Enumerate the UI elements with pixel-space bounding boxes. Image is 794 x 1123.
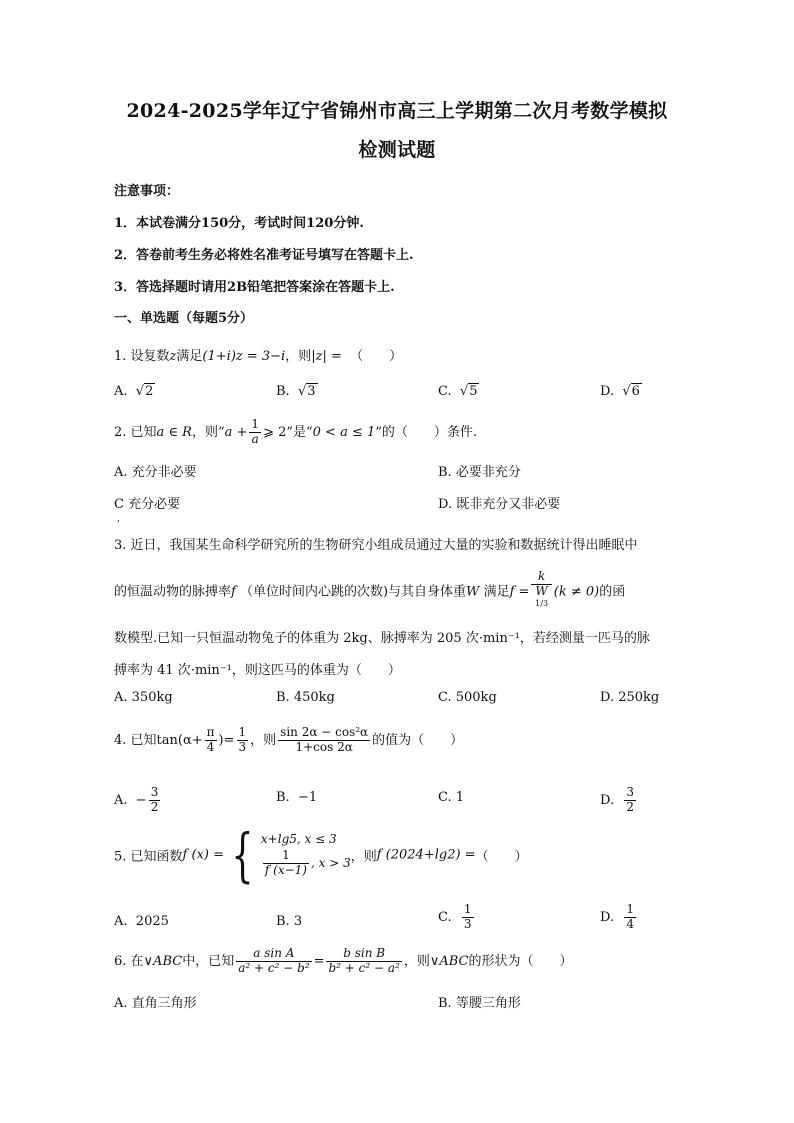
- q1-then: ，则: [285, 349, 312, 364]
- q6-rhs-fraction: [326, 947, 401, 976]
- question-3-line-4: [114, 659, 401, 678]
- q3-text-g: 搏率为 41 次: [114, 663, 191, 678]
- q5-option-a-label: A.: [114, 914, 128, 929]
- stray-dot: ,: [117, 514, 120, 524]
- section-heading: 一、单选题（每题5分）: [114, 311, 254, 326]
- q3-text-c: 满足: [483, 584, 510, 600]
- q5-option-a-value: 2025: [135, 914, 169, 929]
- q3-formula-fraction: [531, 570, 551, 614]
- q3-formula-num: k: [531, 570, 551, 585]
- q1-mid: 满足: [176, 349, 203, 364]
- q4-option-b-value: −1: [297, 790, 318, 805]
- q3-text-a: 的恒温动物的脉搏率: [114, 584, 232, 600]
- q4-pi-den: 4: [206, 739, 215, 754]
- q2-then: ，则“: [191, 424, 225, 440]
- notes-item-1: 1．本试卷满分150分，考试时间120分钟.: [114, 216, 364, 231]
- q2-frac-num: 1: [251, 417, 260, 431]
- question-4: [114, 726, 463, 755]
- q1-blank: （ ）: [350, 349, 403, 364]
- q5-case-2-den: f (x−1): [264, 863, 307, 877]
- notes-item-2: 2．答卷前考生务必将姓名准考证号填写在答题卡上.: [114, 248, 414, 263]
- q3-unit-2: ·min⁻¹: [190, 663, 232, 678]
- sqrt-symbol: √6: [622, 384, 640, 399]
- q6-lhs-den: a² + c² − b²: [238, 960, 310, 975]
- q3-unit-1: ·min⁻¹: [478, 631, 520, 646]
- q4-expr-num: sin 2α − cos²α: [280, 725, 369, 739]
- q2-option-c[interactable]: C 充分必要: [114, 497, 181, 512]
- q5-option-d-den: 4: [626, 916, 634, 931]
- q5-case-2-fraction: [263, 849, 309, 878]
- sqrt-symbol: √2: [135, 384, 154, 399]
- q5-option-a[interactable]: [114, 914, 169, 929]
- q5-case-2: [261, 849, 351, 878]
- q3-text-f: ，若经测量一匹马的脉: [519, 631, 650, 646]
- q5-option-c-fraction: [462, 903, 474, 932]
- q3-w: W: [466, 584, 480, 600]
- q3-option-a[interactable]: A. 350kg: [114, 690, 173, 705]
- q5-case-2-num: 1: [263, 849, 309, 864]
- q6-rhs-den: b² + c² − a²: [328, 960, 400, 975]
- q4-option-d[interactable]: [600, 786, 638, 815]
- brace-symbol: {: [231, 821, 254, 889]
- q3-formula-exp: 1/3: [535, 598, 549, 608]
- q5-option-c[interactable]: [438, 903, 476, 932]
- q4-option-c-value: 1: [455, 790, 465, 805]
- q1-prefix: 1. 设复数: [114, 349, 170, 364]
- question-1: [114, 345, 402, 364]
- q1-option-c[interactable]: [438, 384, 479, 399]
- q6-triangle: ∨ABC: [143, 953, 183, 969]
- q5-option-b[interactable]: [276, 914, 302, 929]
- exam-title-line2: 检测试题: [358, 139, 436, 161]
- question-5: [114, 821, 528, 889]
- q2-mid: ”是“: [286, 424, 313, 440]
- q2-option-d[interactable]: D. 既非充分又非必要: [438, 497, 561, 512]
- q5-prefix: 5. 已知函数: [114, 849, 183, 865]
- q3-formula-cond: (k ≠ 0): [553, 584, 600, 600]
- q2-fraction: [249, 418, 261, 447]
- q1-var: z: [169, 349, 177, 364]
- notes-item-3: 3．答选择题时请用2B铅笔把答案涂在答题卡上.: [114, 280, 395, 295]
- q4-prefix: 4. 已知: [114, 732, 157, 748]
- q3-formula-den: W: [535, 583, 548, 598]
- q3-text-d: 的函: [599, 584, 626, 600]
- q3-text-b: （单位时间内心跳的次数)与其自身体重: [239, 584, 467, 600]
- q5-blank: （ ）: [475, 849, 528, 865]
- q5-option-b-value: 3: [293, 914, 303, 929]
- q1-option-b-value: 3: [307, 384, 316, 399]
- q6-option-b[interactable]: B. 等腰三角形: [438, 996, 521, 1011]
- q4-pi-fraction: [205, 726, 217, 755]
- q4-rhs-num: 1: [238, 725, 247, 739]
- q4-suffix: 的值为（ ）: [372, 732, 464, 748]
- q2-prefix: 2. 已知: [114, 424, 157, 440]
- q2-ge: ⩾ 2: [263, 424, 287, 440]
- q1-option-c-label: C.: [438, 384, 452, 399]
- q5-fx: f (x) =: [182, 847, 224, 863]
- q5-option-d-num: 1: [626, 902, 634, 916]
- question-3-line-2: [114, 570, 625, 614]
- q1-option-a-label: A.: [114, 384, 128, 399]
- q4-option-a-den: 2: [150, 799, 159, 814]
- q2-frac-den: a: [251, 431, 259, 446]
- q5-cases: [261, 829, 351, 881]
- q4-option-d-num: 3: [626, 785, 634, 799]
- q3-text-e: 数模型.已知一只恒温动物兔子的体重为 2kg、脉搏率为 205 次: [114, 631, 479, 646]
- q4-option-c-label: C.: [438, 790, 452, 805]
- q2-range: 0 < a ≤ 1: [312, 424, 376, 440]
- q6-suffix: 的形状为（ ）: [468, 953, 573, 969]
- q6-then: ，则: [403, 953, 430, 969]
- q3-f: f: [231, 584, 236, 600]
- q5-case-2-cond: , x > 3: [310, 856, 351, 870]
- q4-rhs-fraction: [237, 726, 249, 755]
- q4-option-a-num: 3: [150, 785, 159, 799]
- q4-expr-den: 1+cos 2α: [295, 739, 353, 754]
- q5-option-d-label: D.: [600, 909, 615, 925]
- q3-formula-f: f =: [509, 584, 530, 600]
- q4-pi-num: π: [206, 725, 215, 739]
- q3-option-b[interactable]: B. 450kg: [276, 690, 335, 705]
- q5-option-c-label: C.: [438, 909, 452, 925]
- q1-option-b[interactable]: [276, 384, 318, 399]
- q3-text-h: ，则这匹马的体重为（ ）: [231, 663, 401, 678]
- q4-option-a-label: A.: [114, 792, 128, 808]
- q2-expr: a +: [224, 424, 248, 440]
- q2-suffix: ”的（ ）条件.: [375, 424, 478, 440]
- q6-lhs-fraction: [236, 947, 311, 976]
- question-6: [114, 947, 573, 976]
- q4-expr-fraction: [278, 726, 370, 755]
- q4-option-c[interactable]: [438, 790, 464, 805]
- q6-rhs-num: b sin B: [326, 947, 401, 962]
- q2-condition: a ∈ R: [156, 424, 192, 440]
- q4-option-a[interactable]: [114, 786, 162, 815]
- q5-query: f (2024+lg2) =: [376, 847, 476, 863]
- q4-option-d-den: 2: [626, 799, 634, 814]
- q6-lhs-num: a sin A: [236, 947, 311, 962]
- q4-rhs-den: 3: [238, 739, 247, 754]
- q5-option-c-num: 1: [463, 902, 472, 916]
- q4-eq: )=: [218, 732, 235, 748]
- question-2: [114, 418, 477, 447]
- q1-option-a-value: 2: [145, 384, 154, 399]
- q6-option-a[interactable]: A. 直角三角形: [114, 996, 197, 1011]
- q4-option-b[interactable]: [276, 790, 317, 805]
- q5-option-c-den: 3: [463, 916, 472, 931]
- q4-tan: tan(α+: [156, 732, 203, 748]
- q5-option-d-fraction: [624, 903, 636, 932]
- q4-then: ，则: [250, 732, 277, 748]
- q6-triangle-2: ∨ABC: [429, 953, 469, 969]
- q2-option-a[interactable]: A. 充分非必要: [114, 465, 197, 480]
- q3-option-c[interactable]: C. 500kg: [438, 690, 497, 705]
- q1-equation: (1+i)z = 3−i: [202, 349, 286, 364]
- q3-option-d[interactable]: D. 250kg: [600, 690, 660, 705]
- q1-option-d-label: D.: [600, 384, 615, 399]
- exam-title-line1: 2024-2025学年辽宁省锦州市高三上学期第二次月考数学模拟: [126, 100, 668, 122]
- q4-option-a-sign: −: [135, 792, 147, 808]
- q1-option-d[interactable]: [600, 384, 642, 399]
- q5-case-1: x+lg5, x ≤ 3: [260, 832, 337, 847]
- q5-option-b-label: B.: [276, 914, 290, 929]
- q5-option-d[interactable]: [600, 903, 638, 932]
- q6-mid: 中，已知: [182, 953, 235, 969]
- q4-option-d-label: D.: [600, 792, 615, 808]
- question-3-line-3: [114, 627, 650, 646]
- q1-option-d-value: 6: [631, 384, 640, 399]
- q4-option-a-fraction: [149, 786, 161, 815]
- question-3-line-1: 3. 近日，我国某生命科学研究所的生物研究小组成员通过大量的实验和数据统计得出睡眠中: [114, 538, 638, 553]
- q1-option-a[interactable]: [114, 384, 155, 399]
- q1-option-c-value: 5: [469, 384, 478, 399]
- q4-option-d-fraction: [624, 786, 636, 815]
- q6-eq: =: [313, 953, 325, 969]
- notes-heading: 注意事项：: [114, 184, 180, 199]
- sqrt-symbol: √3: [297, 384, 316, 399]
- q6-prefix: 6. 在: [114, 953, 144, 969]
- q1-option-b-label: B.: [276, 384, 290, 399]
- q1-abs: |z| =: [311, 349, 342, 364]
- sqrt-symbol: √5: [459, 384, 478, 399]
- q5-then: ，则: [350, 849, 377, 865]
- q2-option-b[interactable]: B. 必要非充分: [438, 465, 521, 480]
- q4-option-b-label: B.: [276, 790, 290, 805]
